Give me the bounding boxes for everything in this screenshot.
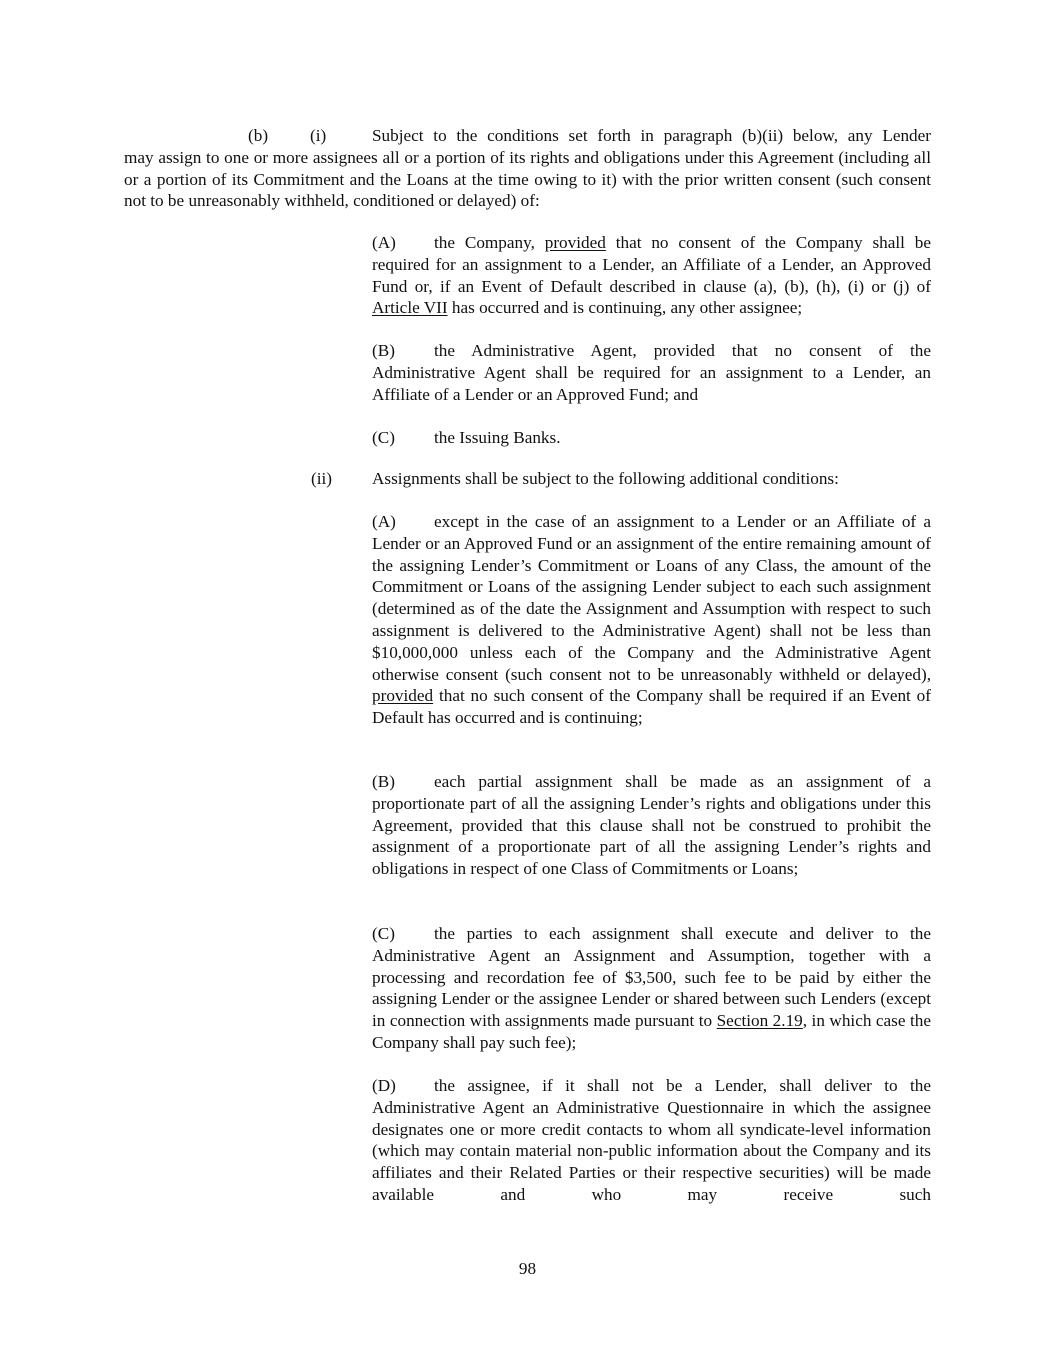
paragraph-b-body: may assign to one or more assignees all or a portion of its rights and obligations under this Agreement (including all or a portion of its Commitment and the Loans at the time owing to it) with the prior written consent (such consent not to be unreasonably withheld, conditioned or delayed) of: [124,147,931,211]
consent-a: (A) the Company, provided that no consent of the Company shall be required for an assignment to a Lender, an Affiliate of a Lender, an Approved Fund or, if an Event of Default described in clause (a), (b), (h), (i) or (j) of Article VII has occurred and is continuing, any other assignee; [372,233,931,318]
consent-a-label: (A) [372,233,396,252]
label-i: (i) [310,126,327,145]
paragraph-b-first-line: Subject to the conditions set forth in paragraph (b)(ii) below, any Lender [372,126,931,145]
condition-b: (B) each partial assignment shall be made as an assignment of a proportionate part of all the assigning Lender’s rights and obligations under this Agreement, provided that this clause shall not be construed to prohibit the assignment of a proportionate part of all the assigning Lender’s rights and obligations in respect of one Class of Commitments or Loans; [372,772,931,879]
consent-c-label: (C) [372,428,395,447]
condition-a: (A) except in the case of an assignment to a Lender or an Affiliate of a Lender or an Approved Fund or an assignment of the entire remaining amount of the assigning Lender’s Commitment or Loans of any Class, the amount of the Commitment or Loans of the assigning Lender subject to each such assignment (determined as of the date the Assignment and Assumption with respect to such assignment is delivered to the Administrative Agent) shall not be less than $10,000,000 unless each of the Company and the Administrative Agent otherwise consent (such consent not to be unreasonably withheld or delayed), provided that no such consent of the Company shall be required if an Event of Default has occurred and is continuing; [372,512,931,728]
condition-a-label: (A) [372,512,396,531]
section-2-19-reference: Section 2.19 [716,1011,803,1031]
provided-term: provided [372,686,434,706]
condition-c-label: (C) [372,924,395,943]
condition-d: (D) the assignee, if it shall not be a Lender, shall deliver to the Administrative Agent an Administrative Questionnaire in which the assignee designates one or more credit contacts to whom all syndicate-level information (which may contain material non-public information about the Company and its affiliates and their Related Parties or their respective securities) will be made available and who may receive such [372,1076,931,1204]
label-b: (b) [248,126,269,145]
condition-c: (C) the parties to each assignment shall execute and deliver to the Administrative Agent an Assignment and Assumption, together with a processing and recordation fee of $3,500, such fee to be paid by either the assigning Lender or the assignee Lender or shared between such Lenders (except in connection with assignments made pursuant to Section 2.19, in which case the Company shall pay such fee); [372,924,931,1052]
consent-b: (B) the Administrative Agent, provided that no consent of the Administrative Agent shall be required for an assignment to a Lender, an Affiliate of a Lender or an Approved Fund; and [372,341,931,404]
consent-c: (C) the Issuing Banks. [372,428,561,447]
page-number: 98 [518,1259,537,1278]
paragraph-b-i [124,125,931,212]
consent-b-label: (B) [372,341,395,360]
label-ii: (ii) [311,469,332,488]
condition-b-label: (B) [372,772,395,791]
condition-d-label: (D) [372,1076,396,1095]
paragraph-ii: Assignments shall be subject to the following additional conditions: [372,469,839,488]
article-vii-reference: Article VII [372,298,448,318]
provided-term: provided [544,233,606,252]
